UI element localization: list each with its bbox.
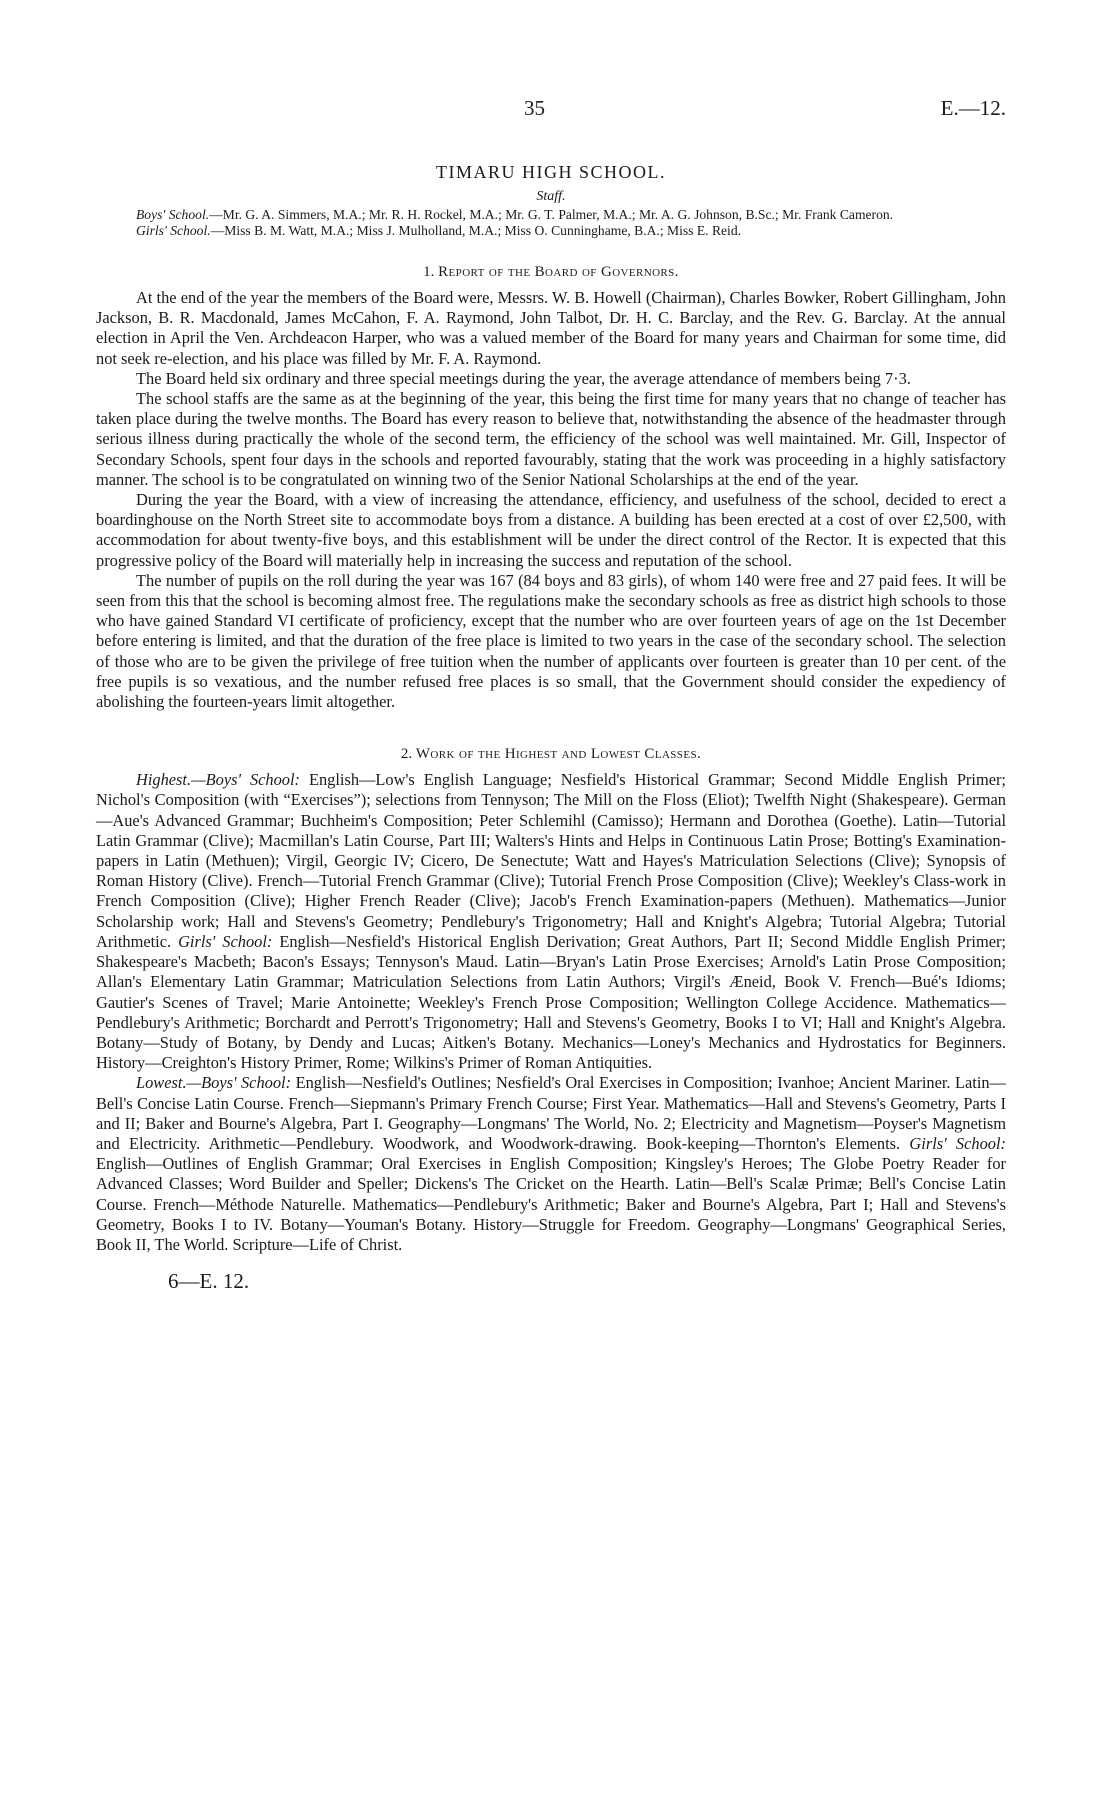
boys-staff-line [96, 207, 1006, 223]
page-title: TIMARU HIGH SCHOOL. [436, 162, 666, 182]
lowest-boys-lead: Lowest.—Boys' School: [136, 1073, 292, 1093]
staff-label: Staff. [536, 189, 566, 204]
lowest-girls-lead: Girls' School: [909, 1133, 1006, 1153]
section-1-number: 1. [423, 264, 435, 280]
section-2-body [96, 770, 1006, 1255]
page-number: 35 [524, 96, 545, 120]
lowest-girls-text: English—Outlines of English Grammar; Oral Exercises in English Composition; Kingsley's Heroes; The Globe Poetry Reader for Advanced Classes; Word Builder and Speller; Dickens's The Cricket on the Hearth. Latin—Bell's Scalæ Primæ; Bell's Concise Latin Course. French—Méthode Naturelle. Mathematics—Pendlebury's Arithmetic; Baker and Bourne's Algebra, Part I; Hall and Stevens's Geometry, Books I to IV. Botany—Youman's Botany. History—Struggle for Freedom. Geography—Longmans' Geographical Series, Book II, The World. Scripture—Life of Christ. [96, 1154, 1006, 1254]
lowest-classes-paragraph [96, 1073, 1006, 1255]
highest-boys-text: English—Low's English Language; Nesfield's Historical Grammar; Second Middle English Primer; Nichol's Composition (with “Exercises”); selections from Tennyson; The Mill on the Floss (Eliot); Twelfth Night (Shakespeare). German—Aue's Advanced Grammar; Buchheim's Composition; Peter Schlemihl (Camisso); Hermann and Dorothea (Goethe). Latin—Tutorial Latin Grammar (Clive); Macmillan's Latin Course, Part III; Walters's Hints and Helps in Continuous Latin Prose; Botting's Examination-papers in Latin (Methuen); Virgil, Georgic IV; Cicero, De Senectute; Watt and Hayes's Matriculation Selections (Clive); Synopsis of Roman History (Clive). French—Tutorial French Grammar (Clive); Tutorial French Prose Composition (Clive); Weekley's Class-work in French Composition (Clive); Higher French Reader (Clive); Jacob's French Examination-papers (Methuen). Mathematics—Junior Scholarship work; Hall and Stevens's Geometry; Pendlebury's Trigonometry; Hall and Knight's Algebra; Tutorial Algebra; Tutorial Arithmetic. [96, 770, 1006, 951]
paragraph: During the year the Board, with a view of increasing the attendance, efficiency, and usefulness of the school, decided to erect a boardinghouse on the North Street site to accommodate boys from a distance. A building has been erected at a cost of over £2,500, with accommodation for about twenty-five boys, and this establishment will be under the direct control of the Rector. It is expected that this progressive policy of the Board will materially help in increasing the success and reputation of the school. [96, 490, 1006, 570]
signature-mark: 6—E. 12. [168, 1269, 250, 1294]
paragraph: The number of pupils on the roll during the year was 167 (84 boys and 83 girls), of whom 140 were free and 27 paid fees. It will be seen from this that the school is becoming almost free. The regulations make the secondary schools as free as district high schools to those who have gained Standard VI certificate of proficiency, except that the number who are over fourteen years of age on the 1st December before entering is limited, and that the duration of the free place is limited to two years in the case of the secondary school. The selection of those who are to be given the privilege of free tuition when the number of applicants over fourteen is greater than 10 per cent. of the free pupils is so vexatious, and the number refused free places is so small, that the Government should consider the expediency of abolishing the fourteen-years limit altogether. [96, 570, 1006, 712]
boys-school-label: Boys' School. [136, 207, 210, 222]
paragraph: At the end of the year the members of the Board were, Messrs. W. B. Howell (Chairman), Charles Bowker, Robert Gillingham, John Jackson, B. R. Macdonald, James McCahon, F. A. Raymond, John Talbot, Dr. H. C. Barclay, and the Rev. G. Barclay. At the annual election in April the Ven. Archdeacon Harper, who was a valued member of the Board for many years and Chairman for some time, did not seek re-election, and his place was filled by Mr. F. A. Raymond. [96, 288, 1006, 368]
document-reference: E.—12. [940, 96, 1006, 120]
girls-school-label: Girls' School. [136, 222, 211, 238]
girls-staff-line [96, 223, 1006, 239]
page-header [96, 96, 1006, 130]
section-2-title: Work of the Highest and Lowest Classes. [415, 746, 702, 763]
staff-list [96, 207, 1006, 238]
boys-staff-names: —Mr. G. A. Simmers, M.A.; Mr. R. H. Rockel, M.A.; Mr. G. T. Palmer, M.A.; Mr. A. G. Johnson, B.Sc.; Mr. Frank Cameron. [209, 207, 894, 222]
section-2-heading [96, 746, 1006, 763]
document-page [96, 96, 1006, 1294]
lowest-boys-text: English—Nesfield's Outlines; Nesfield's Oral Exercises in Composition; Ivanhoe; Ancient Mariner. Latin—Bell's Concise Latin Course. French—Siepmann's Primary French Course; First Year. Mathematics—Hall and Stevens's Geometry, Parts I and II; Baker and Bourne's Algebra, Part I. Geography—Longmans' The World, No. 2; Electricity and Magnetism—Poyser's Magnetism and Electricity. Arithmetic—Pendlebury. Woodwork, and Woodwork-drawing. Book-keeping—Thornton's Elements. [96, 1073, 1006, 1153]
section-1-body [96, 288, 1006, 712]
section-2-number: 2. [400, 746, 413, 763]
section-1-title: Report of the Board of Governors. [438, 264, 679, 280]
paragraph: The Board held six ordinary and three special meetings during the year, the average attendance of members being 7·3. [136, 368, 911, 388]
highest-girls-lead: Girls' School: [178, 931, 273, 951]
section-1-heading [96, 264, 1006, 281]
paragraph: The school staffs are the same as at the beginning of the year, this being the first time for many years that no change of teacher has taken place during the twelve months. The Board has every reason to believe that, notwithstanding the absence of the headmaster through serious illness during practically the whole of the second term, the efficiency of the school was well maintained. Mr. Gill, Inspector of Secondary Schools, spent four days in the schools and reported favourably, stating that the work was proceeding in a highly satisfactory manner. The school is to be congratulated on winning two of the Senior National Scholarships at the end of the year. [96, 389, 1006, 489]
highest-classes-paragraph [96, 770, 1006, 1073]
highest-boys-lead: Highest.—Boys' School: [136, 770, 301, 790]
girls-staff-names: —Miss B. M. Watt, M.A.; Miss J. Mulholland, M.A.; Miss O. Cunninghame, B.A.; Miss E. Reid. [210, 222, 742, 238]
highest-girls-text: English—Nesfield's Historical English Derivation; Great Authors, Part II; Second Middle English Primer; Shakespeare's Macbeth; Bacon's Essays; Tennyson's Maud. Latin—Bryan's Latin Prose Exercises; Arnold's Latin Prose Composition; Allan's Elementary Latin Grammar; Matriculation Selections from Latin Authors; Virgil's Æneid, Book V. French—Bué's Idioms; Gautier's Scenes of Travel; Marie Antoinette; Weekley's French Prose Composition; Wellington College Accidence. Mathematics—Pendlebury's Arithmetic; Borchardt and Perrott's Trigonometry; Hall and Stevens's Geometry, Books I to VI; Hall and Knight's Algebra. Botany—Study of Botany, by Dendy and Lucas; Aitken's Botany. Mechanics—Loney's Mechanics and Hydrostatics for Beginners. History—Creighton's History Primer, Rome; Wilkins's Primer of Roman Antiquities. [96, 931, 1006, 1073]
